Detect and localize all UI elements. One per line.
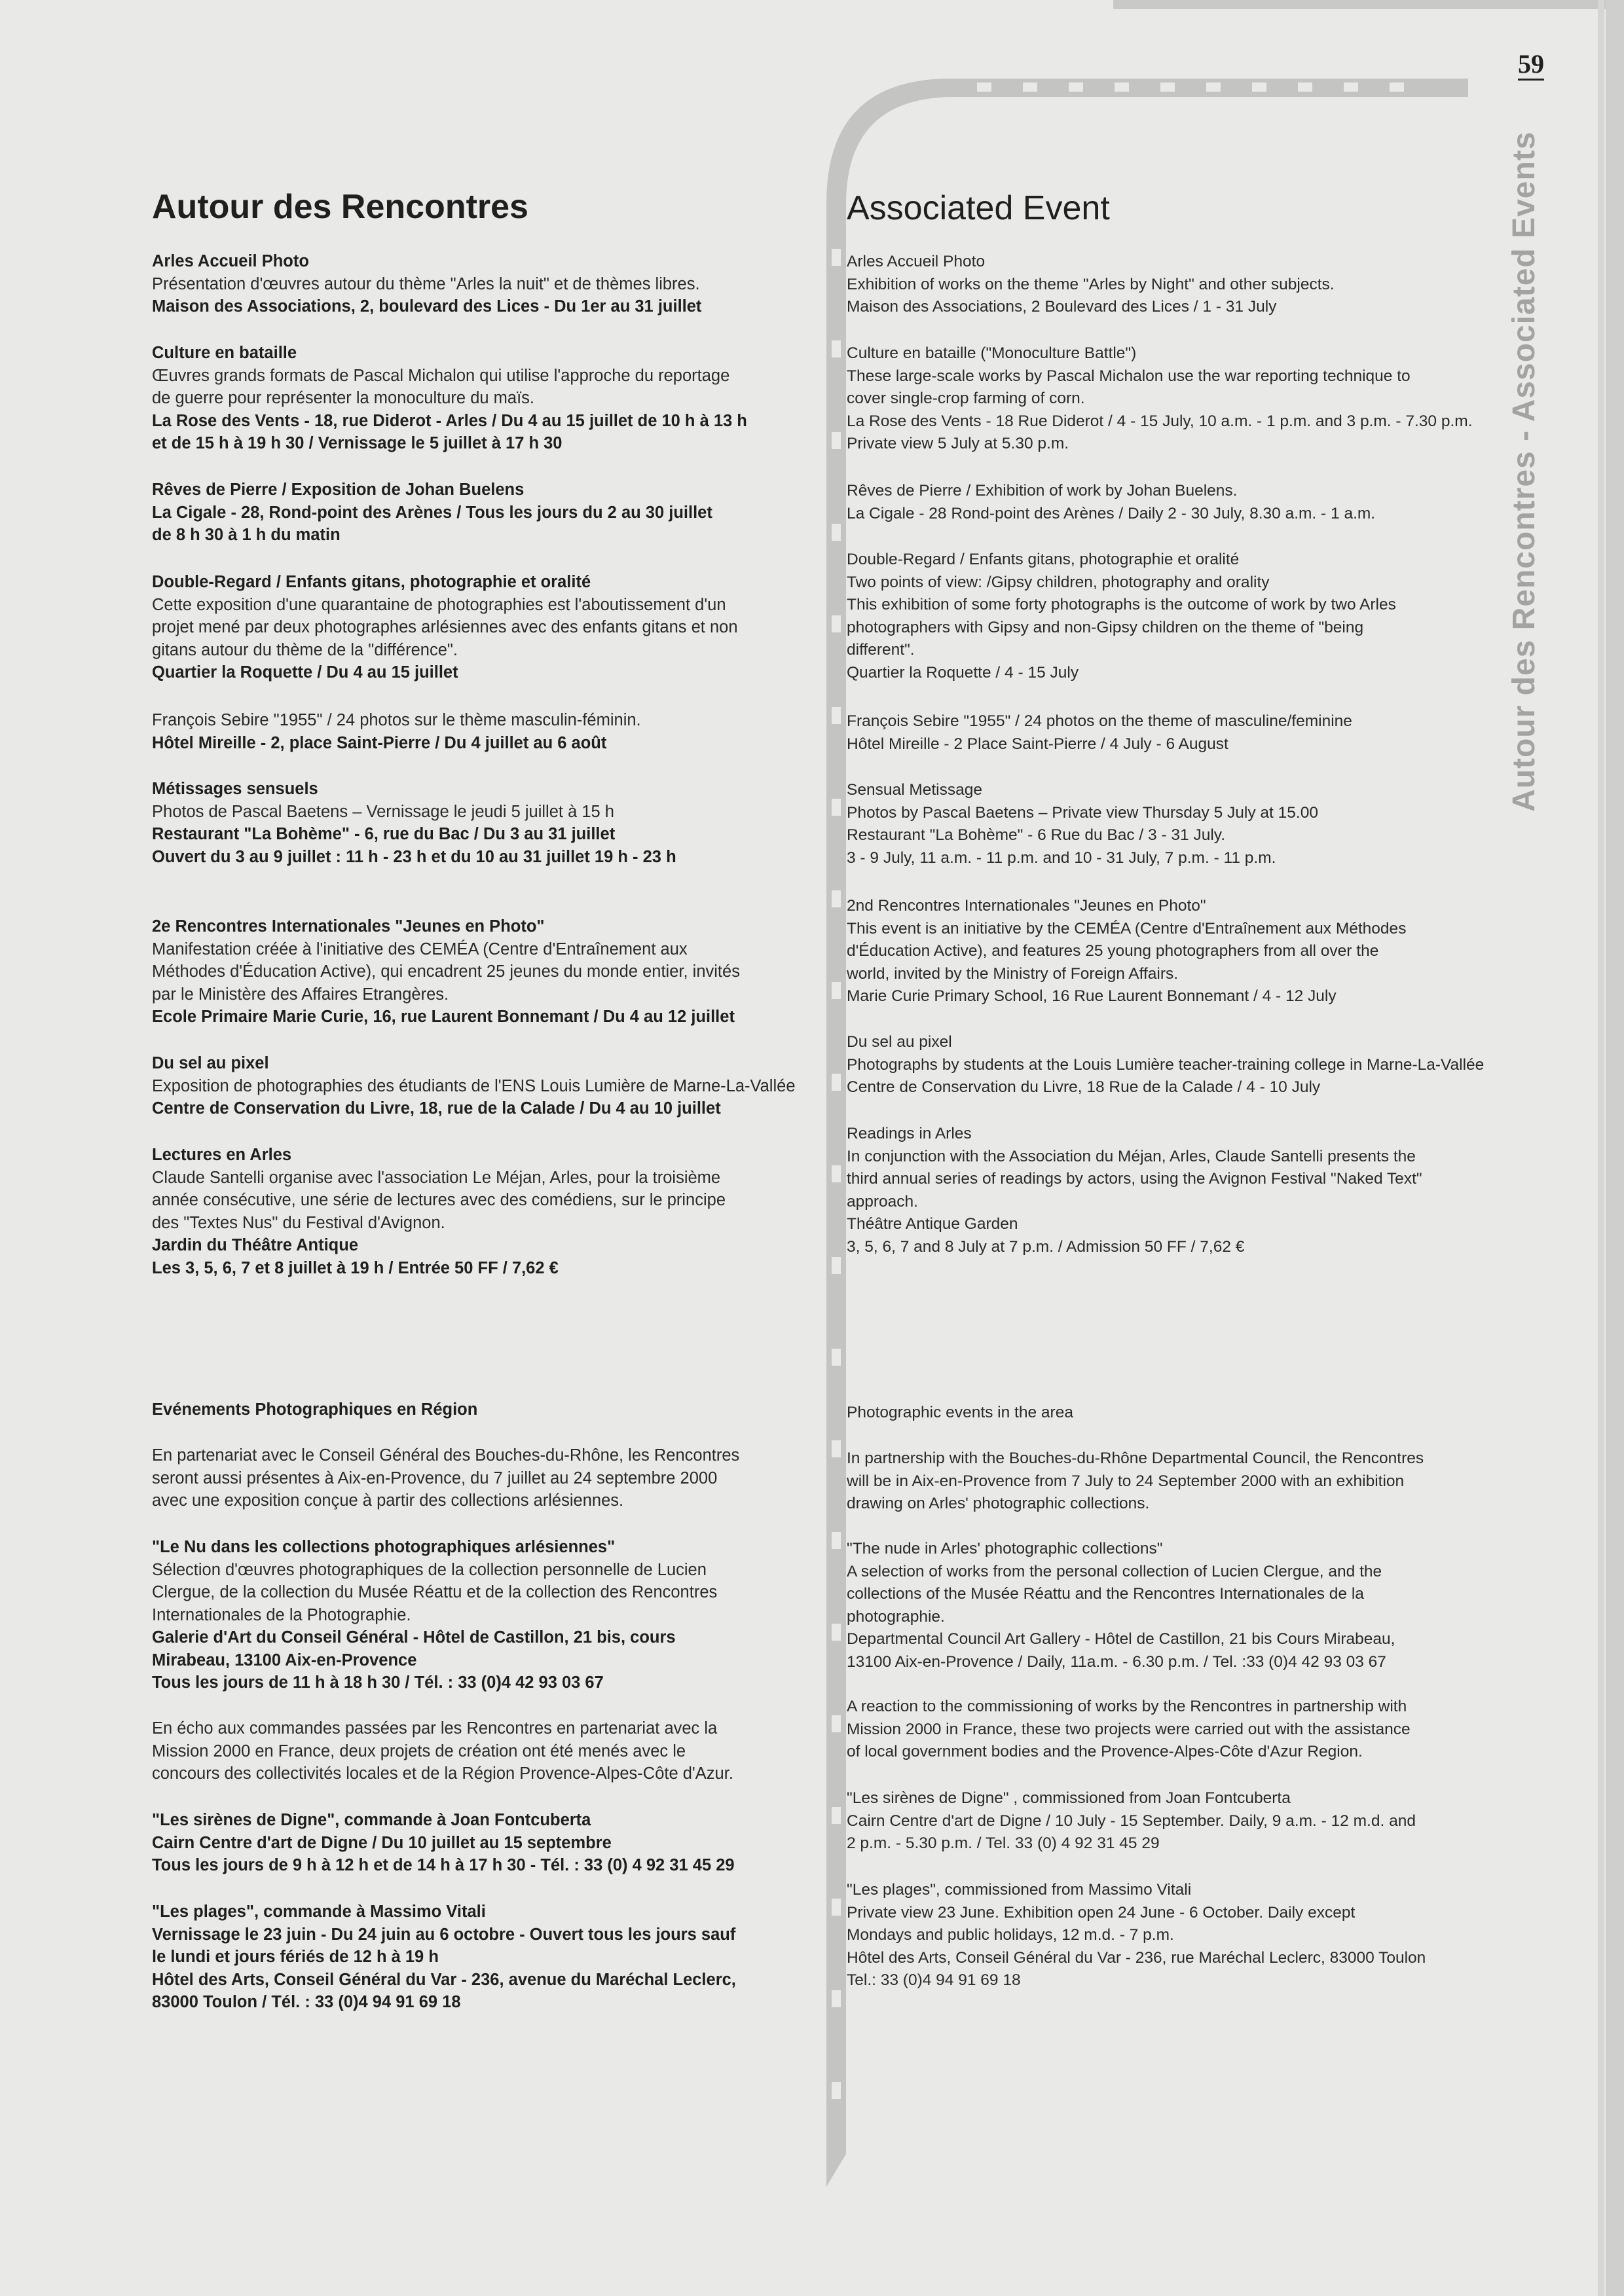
entry-line: Exhibition of works on the theme "Arles by Night" and other subjects. (847, 275, 1335, 293)
entry-line: Internationales de la Photographie. (152, 1605, 411, 1624)
page-number: 59 (1518, 51, 1544, 81)
entry-line: La Cigale - 28, Rond-point des Arènes / Tous les jours du 2 au 30 juillet (152, 503, 712, 522)
entry-title: In partnership with the Bouches-du-Rhône Departmental Council, the Rencontres (847, 1449, 1424, 1467)
entry-line: Hôtel des Arts, Conseil Général du Var - 236, avenue du Maréchal Leclerc, (152, 1970, 736, 1989)
entry-line: drawing on Arles' photographic collections. (847, 1495, 1150, 1512)
english-entry (847, 342, 1473, 456)
english-entry (847, 895, 1466, 1008)
entry-line: Clergue, de la collection du Musée Réattu et de la collection des Rencontres (152, 1583, 718, 1601)
entry-line: concours des collectivités locales et de la Région Provence-Alpes-Côte d'Azur. (152, 1764, 733, 1783)
entry-title: "Le Nu dans les collections photographiques arlésiennes" (152, 1538, 616, 1556)
entry-line: des "Textes Nus" du Festival d'Avignon. (152, 1213, 445, 1232)
entry-line: A selection of works from the personal collection of Lucien Clergue, and the (847, 1562, 1382, 1580)
entry-line: par le Ministère des Affaires Etrangères. (152, 985, 449, 1004)
entry-line: different". (847, 641, 915, 659)
english-entry (847, 779, 1466, 869)
entry-line: world, invited by the Ministry of Foreign Affairs. (847, 964, 1179, 983)
entry-title: Double-Regard / Enfants gitans, photographie et oralité (152, 573, 591, 591)
entry-line: This exhibition of some forty photographs is the outcome of work by two Arles (847, 596, 1396, 613)
entry-line: Méthodes d'Éducation Active), qui encadrent 25 jeunes du monde entier, invités (152, 962, 740, 981)
english-entry (847, 710, 1466, 756)
french-entry (152, 1901, 773, 2014)
french-entry (152, 479, 773, 547)
entry-line: Exposition de photographies des étudiants de l'ENS Louis Lumière de Marne-La-Vallée (152, 1076, 796, 1095)
french-heading: Autour des Rencontres (152, 188, 528, 226)
entry-line: La Rose des Vents - 18 Rue Diderot / 4 - 15 July, 10 a.m. - 1 p.m. and 3 p.m. - 7.30 p.m. (847, 412, 1473, 430)
entry-line: Photographs by students at the Louis Lumière teacher-training college in Marne-La-Vallée (847, 1055, 1485, 1074)
entry-title: Sensual Metissage (847, 781, 983, 799)
entry-line: In conjunction with the Association du Méjan, Arles, Claude Santelli presents the (847, 1147, 1416, 1165)
french-entry (152, 342, 773, 455)
entry-line: Hôtel Mireille - 2, place Saint-Pierre / Du 4 juillet au 6 août (152, 733, 607, 752)
entry-line: Tel.: 33 (0)4 94 91 69 18 (847, 1971, 1021, 1989)
entry-line: Photos by Pascal Baetens – Private view Thursday 5 July at 15.00 (847, 803, 1318, 822)
entry-title: 2nd Rencontres Internationales "Jeunes en Photo" (847, 897, 1206, 915)
entry-line: La Cigale - 28 Rond-point des Arènes / Daily 2 - 30 July, 8.30 a.m. - 1 a.m. (847, 504, 1376, 522)
entry-line: Restaurant "La Bohème" - 6, rue du Bac / Du 3 au 31 juillet (152, 825, 616, 843)
entry-line: Cairn Centre d'art de Digne / 10 July - 15 September. Daily, 9 a.m. - 12 m.d. and (847, 1812, 1416, 1830)
french-entry (152, 1809, 773, 1877)
entry-title: François Sebire "1955" / 24 photos on the theme of masculine/feminine (847, 712, 1352, 730)
entry-line: photographers with Gipsy and non-Gipsy children on the theme of "being (847, 618, 1364, 636)
entry-line: Two points of view: /Gipsy children, photography and orality (847, 573, 1270, 591)
french-entry (152, 1444, 773, 1512)
entry-line: Restaurant "La Bohème" - 6 Rue du Bac / 3 - 31 July. (847, 826, 1226, 844)
entry-line: Galerie d'Art du Conseil Général - Hôtel de Castillon, 21 bis, cours (152, 1628, 676, 1647)
entry-title: "The nude in Arles' photographic collections" (847, 1540, 1163, 1558)
entry-title: Arles Accueil Photo (847, 253, 986, 270)
entry-line: cover single-crop farming of corn. (847, 390, 1085, 407)
entry-line: approach. (847, 1192, 918, 1211)
entry-line: de 8 h 30 à 1 h du matin (152, 526, 341, 544)
page-edge (1598, 0, 1604, 2296)
entry-line: Théâtre Antique Garden (847, 1215, 1018, 1233)
entry-line: de guerre pour représenter la monoculture du maïs. (152, 389, 534, 407)
entry-line: Private view 5 July at 5.30 p.m. (847, 435, 1069, 452)
entry-title: Double-Regard / Enfants gitans, photographie et oralité (847, 551, 1240, 568)
english-entry (847, 1123, 1466, 1258)
english-entry (847, 480, 1466, 525)
french-entry (152, 778, 773, 868)
french-entry (152, 915, 773, 1029)
entry-title: "Les plages", commande à Massimo Vitali (152, 1903, 486, 1921)
entry-line: 83000 Toulon / Tél. : 33 (0)4 94 91 69 18 (152, 1993, 461, 2011)
french-entry (152, 250, 773, 318)
entry-line: photographie. (847, 1607, 945, 1626)
entry-title: "Les plages", commissioned from Massimo Vitali (847, 1881, 1192, 1899)
entry-title: Rêves de Pierre / Exhibition of work by Johan Buelens. (847, 482, 1238, 500)
entry-title: Photographic events in the area (847, 1404, 1073, 1421)
english-entry (847, 1787, 1466, 1855)
english-entry (847, 549, 1466, 684)
entry-title: Lectures en Arles (152, 1146, 292, 1164)
entry-title: "Les sirènes de Digne", commande à Joan Fontcuberta (152, 1811, 591, 1829)
french-entry (152, 709, 773, 754)
entry-title: Evénements Photographiques en Région (152, 1400, 478, 1419)
entry-line: Mission 2000 in France, these two projects were carried out with the assistance (847, 1720, 1411, 1738)
french-entry (152, 1144, 773, 1279)
entry-title: Du sel au pixel (847, 1033, 952, 1051)
entry-line: Présentation d'œuvres autour du thème "Arles la nuit" et de thèmes libres. (152, 274, 700, 293)
french-entry (152, 1536, 773, 1694)
entry-line: année consécutive, une série de lectures avec des comédiens, sur le principe (152, 1191, 726, 1209)
entry-line: Tous les jours de 11 h à 18 h 30 / Tél. : 33 (0)4 42 93 03 67 (152, 1673, 604, 1692)
french-entry (152, 1052, 796, 1120)
entry-line: Cairn Centre d'art de Digne / Du 10 juillet au 15 septembre (152, 1833, 612, 1852)
entry-line: 13100 Aix-en-Provence / Daily, 11a.m. - 6.30 p.m. / Tel. :33 (0)4 42 93 03 67 (847, 1652, 1386, 1671)
entry-line: collections of the Musée Réattu and the Rencontres Internationales de la (847, 1585, 1364, 1603)
entry-title: 2e Rencontres Internationales "Jeunes en Photo" (152, 917, 545, 936)
entry-line: le lundi et jours fériés de 12 h à 19 h (152, 1948, 439, 1966)
entry-line: gitans autour du thème de la "différence". (152, 640, 458, 659)
entry-line: et de 15 h à 19 h 30 / Vernissage le 5 juillet à 17 h 30 (152, 434, 563, 452)
entry-line: Centre de Conservation du Livre, 18 Rue de la Calade / 4 - 10 July (847, 1078, 1321, 1096)
entry-line: Maison des Associations, 2, boulevard des Lices - Du 1er au 31 juillet (152, 297, 702, 316)
entry-title: En partenariat avec le Conseil Général des Bouches-du-Rhône, les Rencontres (152, 1446, 740, 1465)
entry-title: Culture en bataille ("Monoculture Battle") (847, 344, 1137, 362)
english-entry (847, 1879, 1466, 1992)
entry-line: projet mené par deux photographes arlésiennes avec des enfants gitans et non (152, 618, 738, 636)
entry-line: Marie Curie Primary School, 16 Rue Laurent Bonnemant / 4 - 12 July (847, 987, 1337, 1005)
english-heading: Associated Event (847, 189, 1110, 227)
entry-line: Hôtel Mireille - 2 Place Saint-Pierre / 4 July - 6 August (847, 735, 1228, 753)
entry-line: Vernissage le 23 juin - Du 24 juin au 6 octobre - Ouvert tous les jours sauf (152, 1925, 736, 1944)
english-entry (847, 1402, 1466, 1425)
entry-title: Arles Accueil Photo (152, 252, 309, 270)
entry-line: 3, 5, 6, 7 and 8 July at 7 p.m. / Admission 50 FF / 7,62 € (847, 1237, 1245, 1256)
entry-title: Readings in Arles (847, 1125, 972, 1142)
french-entry (152, 1717, 773, 1785)
entry-line: La Rose des Vents - 18, rue Diderot - Arles / Du 4 au 15 juillet de 10 h à 13 h (152, 411, 747, 430)
entry-line: Ecole Primaire Marie Curie, 16, rue Laurent Bonnemant / Du 4 au 12 juillet (152, 1008, 735, 1026)
entry-title: A reaction to the commissioning of works by the Rencontres in partnership with (847, 1698, 1407, 1715)
entry-line: of local government bodies and the Provence-Alpes-Côte d'Azur Region. (847, 1743, 1363, 1760)
entry-line: third annual series of readings by actors, using the Avignon Festival "Naked Text" (847, 1170, 1422, 1188)
entry-line: Maison des Associations, 2 Boulevard des Lices / 1 - 31 July (847, 298, 1277, 316)
entry-line: Claude Santelli organise avec l'association Le Méjan, Arles, pour la troisième (152, 1168, 721, 1187)
page-edge-outer (1606, 0, 1624, 2296)
entry-line: Manifestation créée à l'initiative des CEMÉA (Centre d'Entraînement aux (152, 939, 688, 958)
entry-title: François Sebire "1955" / 24 photos sur le thème masculin-féminin. (152, 711, 641, 729)
french-entry (152, 571, 773, 684)
entry-line: Centre de Conservation du Livre, 18, rue de la Calade / Du 4 au 10 juillet (152, 1099, 721, 1118)
entry-line: Quartier la Roquette / Du 4 au 15 juillet (152, 663, 458, 682)
entry-line: Mirabeau, 13100 Aix-en-Provence (152, 1650, 417, 1669)
entry-line: avec une exposition conçue à partir des collections arlésiennes. (152, 1491, 624, 1510)
english-entry (847, 1448, 1466, 1516)
entry-line: Œuvres grands formats de Pascal Michalon qui utilise l'approche du reportage (152, 366, 730, 385)
entry-line: Mission 2000 en France, deux projets de création ont été menés avec le (152, 1741, 686, 1760)
entry-line: Departmental Council Art Gallery - Hôtel de Castillon, 21 bis Cours Mirabeau, (847, 1630, 1395, 1648)
english-entry (847, 1031, 1485, 1099)
english-entry (847, 251, 1466, 319)
entry-title: En écho aux commandes passées par les Rencontres en partenariat avec la (152, 1719, 718, 1738)
entry-title: Culture en bataille (152, 344, 297, 362)
page-top-shadow (1113, 0, 1624, 9)
entry-line: Mondays and public holidays, 12 m.d. - 7 p.m. (847, 1926, 1174, 1944)
french-entry (152, 1398, 773, 1421)
entry-title: "Les sirènes de Digne" , commissioned from Joan Fontcuberta (847, 1789, 1291, 1807)
entry-line: Private view 23 June. Exhibition open 24 June - 6 October. Daily except (847, 1903, 1356, 1922)
entry-line: Tous les jours de 9 h à 12 h et de 14 h à 17 h 30 - Tél. : 33 (0) 4 92 31 45 29 (152, 1856, 735, 1874)
english-entry (847, 1538, 1466, 1673)
entry-line: These large-scale works by Pascal Michalon use the war reporting technique to (847, 367, 1411, 385)
entry-title: Du sel au pixel (152, 1054, 269, 1072)
entry-title: Rêves de Pierre / Exposition de Johan Buelens (152, 481, 525, 499)
entry-line: Ouvert du 3 au 9 juillet : 11 h - 23 h et du 10 au 31 juillet 19 h - 23 h (152, 847, 676, 866)
entry-line: d'Éducation Active), and features 25 young photographers from all over the (847, 942, 1379, 960)
entry-line: Photos de Pascal Baetens – Vernissage le jeudi 5 juillet à 15 h (152, 802, 614, 821)
entry-line: Quartier la Roquette / 4 - 15 July (847, 663, 1079, 682)
entry-line: seront aussi présentes à Aix-en-Provence, du 7 juillet au 24 septembre 2000 (152, 1468, 718, 1487)
entry-line: This event is an initiative by the CEMÉA (Centre d'Entraînement aux Méthodes (847, 919, 1407, 938)
entry-line: 2 p.m. - 5.30 p.m. / Tel. 33 (0) 4 92 31 45 29 (847, 1834, 1160, 1852)
entry-line: Hôtel des Arts, Conseil Général du Var - 236, rue Maréchal Leclerc, 83000 Toulon (847, 1948, 1426, 1967)
entry-line: 3 - 9 July, 11 a.m. - 11 p.m. and 10 - 31 July, 7 p.m. - 11 p.m. (847, 848, 1276, 867)
entry-line: Jardin du Théâtre Antique (152, 1236, 359, 1254)
english-entry (847, 1696, 1466, 1764)
entry-title: Métissages sensuels (152, 780, 318, 798)
entry-line: Cette exposition d'une quarantaine de photographies est l'aboutissement d'un (152, 595, 726, 614)
entry-line: will be in Aix-en-Provence from 7 July to 24 September 2000 with an exhibition (847, 1472, 1405, 1490)
entry-line: Les 3, 5, 6, 7 et 8 juillet à 19 h / Entrée 50 FF / 7,62 € (152, 1258, 559, 1277)
side-section-title: Autour des Rencontres - Associated Events (1507, 131, 1541, 812)
entry-line: Sélection d'œuvres photographiques de la collection personnelle de Lucien (152, 1560, 707, 1579)
